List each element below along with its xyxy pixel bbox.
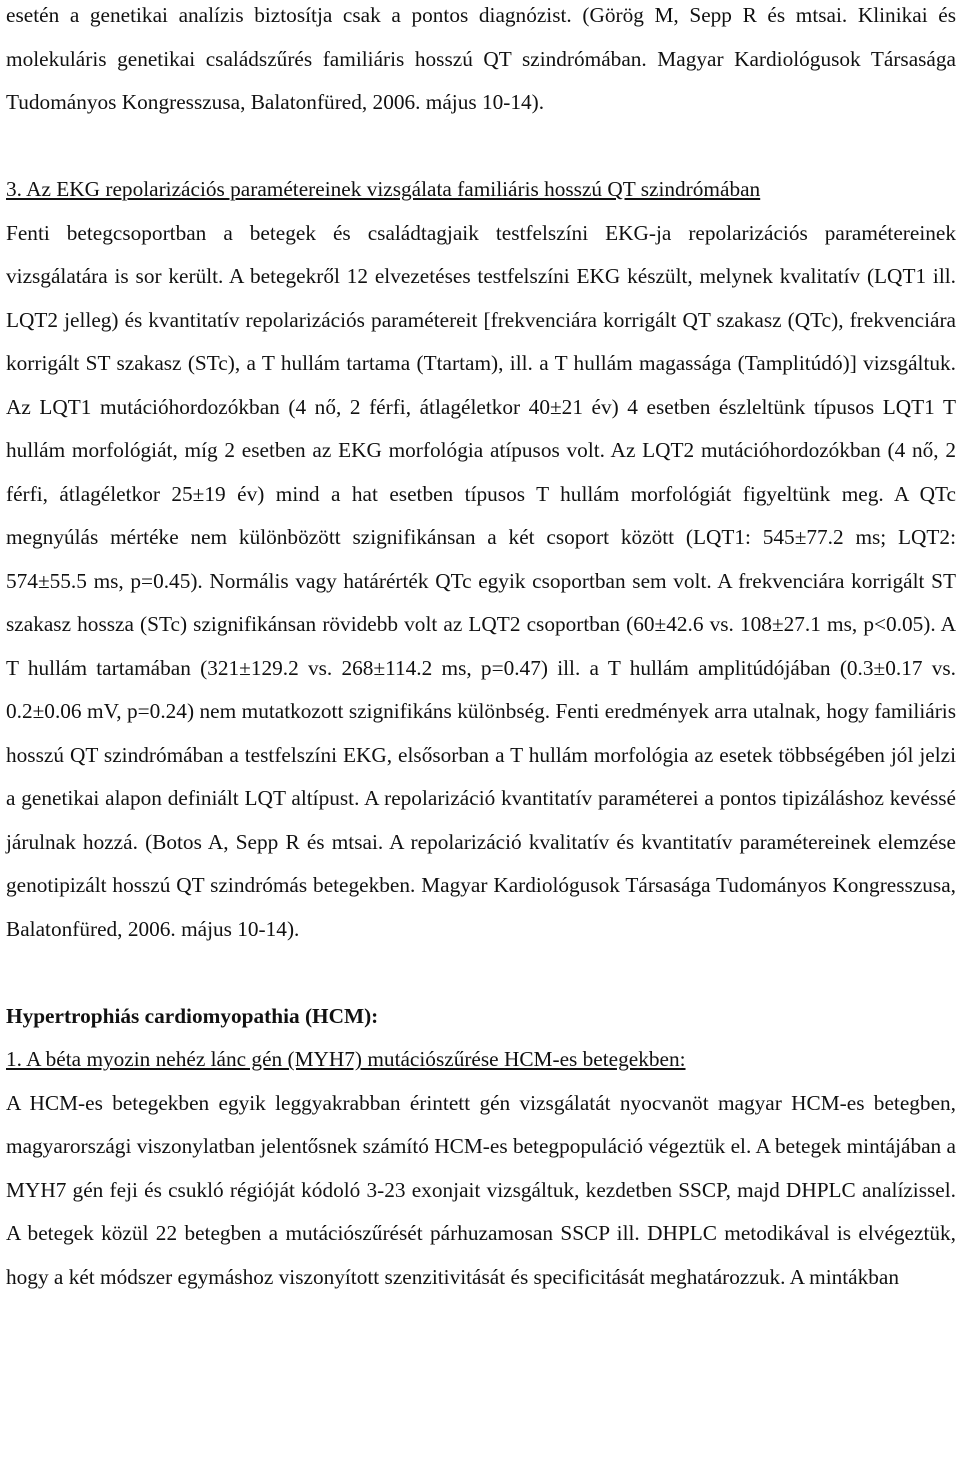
- spacer: [6, 951, 956, 995]
- hcm-subheading: 1. A béta myozin nehéz lánc gén (MYH7) mutációszűrése HCM-es betegekben:: [6, 1047, 686, 1071]
- section-3: [6, 168, 956, 951]
- hcm-body: A HCM-es betegekben egyik leggyakrabban érintett gén vizsgálatát nyocvanöt magyar HCM-es betegben, magyarországi viszonylatban jelentősnek számító HCM-es betegpopuláció végeztük el. A betegek mintájában a MYH7 gén feji és csukló régióját kódoló 3-23 exonjait vizsgáltuk, kezdetben SSCP, majd DHPLC analízissel. A betegek közül 22 betegben a mutációszűrését párhuzamosan SSCP ill. DHPLC metodikával is elvégeztük, hogy a két módszer egymáshoz viszonyított szenzitivitását és specificitását meghatározzuk. A mintákban: [6, 1090, 956, 1289]
- hcm-heading: Hypertrophiás cardiomyopathia (HCM):: [6, 1003, 379, 1028]
- intro-paragraph: esetén a genetikai analízis biztosítja csak a pontos diagnózist. (Görög M, Sepp R és mtsai. Klinikai és molekuláris genetikai családszűrés familiáris hosszú QT szindrómában. Magyar Kardiológusok Társasága Tudományos Kongresszusa, Balatonfüred, 2006. május 10-14).: [6, 3, 956, 114]
- section-3-body: Fenti betegcsoportban a betegek és családtagjaik testfelszíni EKG-ja repolarizációs paramétereinek vizsgálatára is sor került. A betegekről 12 elvezetéses testfelszíni EKG készült, melynek kvalitatív (LQT1 ill. LQT2 jelleg) és kvantitatív repolarizációs paramétereit [frekvenciára korrigált QT szakasz (QTc), frekvenciára korrigált ST szakasz (STc), a T hullám tartama (Ttartam), ill. a T hullám magassága (Tamplitúdó)] vizsgáltuk. Az LQT1 mutációhordozókban (4 nő, 2 férfi, átlagéletkor 40±21 év) 4 esetben észleltünk típusos LQT1 T hullám morfológiát, míg 2 esetben az EKG morfológia atípusos volt. Az LQT2 mutációhordozókban (4 nő, 2 férfi, átlagéletkor 25±19 év) mind a hat esetben típusos T hullám morfológiát figyeltünk meg. A QTc megnyúlás mértéke nem különbözött szignifikánsan a két csoport között (LQT1: 545±77.2 ms; LQT2: 574±55.5 ms, p=0.45). Normális vagy határérték QTc egyik csoportban sem volt. A frekvenciára korrigált ST szakasz hossza (STc) szignifikánsan rövidebb volt az LQT2 csoportban (60±42.6 vs. 108±27.1 ms, p<0.05). A T hullám tartamában (321±129.2 vs. 268±114.2 ms, p=0.47) ill. a T hullám amplitúdójában (0.3±0.17 vs. 0.2±0.06 mV, p=0.24) nem mutatkozott szignifikáns különbség. Fenti eredmények arra utalnak, hogy familiáris hosszú QT szindrómában a testfelszíni EKG, elsősorban a T hullám morfológia az esetek többségében jól jelzi a genetikai alapon definiált LQT altípust. A repolarizáció kvantitatív paraméterei a pontos tipizáláshoz kevéssé járulnak hozzá. (Botos A, Sepp R és mtsai. A repolarizáció kvalitatív és kvantitatív paramétereinek elemzése genotipizált hosszú QT szindrómás betegekben. Magyar Kardiológusok Társasága Tudományos Kongresszusa, Balatonfüred, 2006. május 10-14).: [6, 220, 956, 941]
- spacer: [6, 125, 956, 169]
- document-page: [6, 0, 956, 1299]
- section-3-heading: 3. Az EKG repolarizációs paramétereinek vizsgálata familiáris hosszú QT szindrómában: [6, 177, 761, 201]
